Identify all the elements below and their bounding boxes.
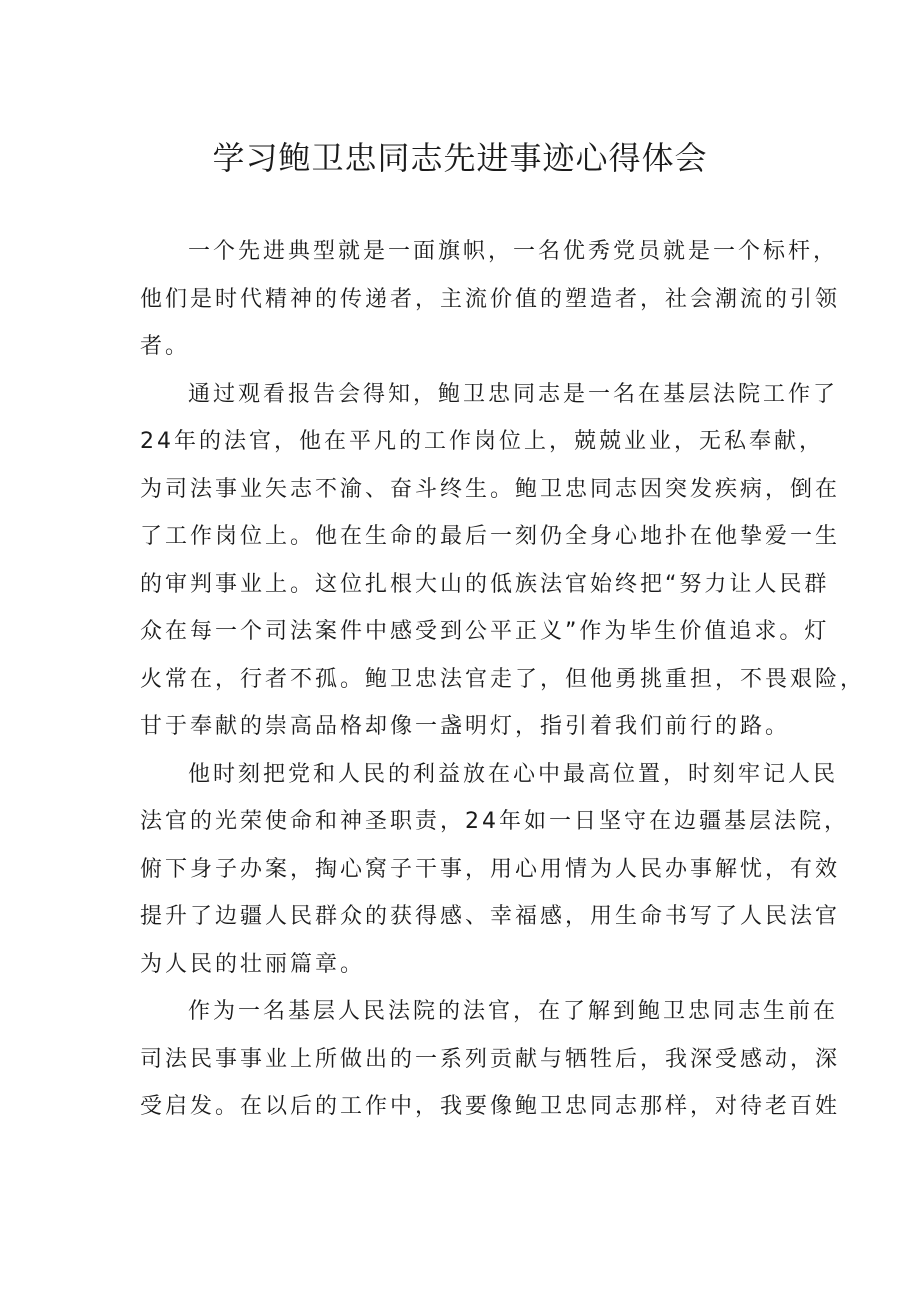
- paragraph: [140, 371, 866, 751]
- text-line: 通过观看报告会得知，鲍卫忠同志是一名在基层法院工作了: [188, 381, 839, 407]
- text-line: 俯下身子办案，掏心窝子干事，用心用情为人民办事解忧，有效: [140, 856, 841, 882]
- text-line: 法官的光荣使命和神圣职责，24年如一日坚守在边疆基层法院，: [140, 809, 849, 834]
- text-line: 了工作岗位上。他在生命的最后一刻仍全身心地扑在他挚爱一生: [140, 524, 841, 549]
- text-line: 众在每一个司法案件中感受到公平正义”作为毕生价值追求。灯: [140, 619, 830, 644]
- text-line: 甘于奉献的崇高品格却像一盏明灯，指引着我们前行的路。: [140, 714, 791, 739]
- document-title: 学习鲍卫忠同志先进事迹心得体会: [212, 139, 708, 177]
- text-line: 司法民事事业上所做出的一系列贡献与牺牲后，我深受感动，深: [140, 1046, 841, 1072]
- paragraph: [140, 988, 841, 1131]
- text-line: 一个先进典型就是一面旗帜，一名优秀党员就是一个标杆，: [188, 239, 839, 264]
- text-line: 作为一名基层人民法院的法官，在了解到鲍卫忠同志生前在: [188, 999, 839, 1024]
- text-line: 提升了边疆人民群众的获得感、幸福感，用生命书写了人民法官: [140, 904, 841, 929]
- text-line: 24年的法官，他在平凡的工作岗位上，兢兢业业，无私奉献，: [140, 429, 824, 454]
- paragraph: [140, 228, 841, 371]
- text-line: 火常在，行者不孤。鲍卫忠法官走了，但他勇挑重担，不畏艰险，: [140, 666, 866, 692]
- text-line: 者。: [140, 334, 191, 359]
- document-body: [140, 228, 866, 1131]
- text-line: 为人民的壮丽篇章。: [140, 951, 366, 977]
- text-line: 受启发。在以后的工作中，我要像鲍卫忠同志那样，对待老百姓: [140, 1094, 841, 1119]
- text-line: 为司法事业矢志不渝、奋斗终生。鲍卫忠同志因突发疾病，倒在: [140, 476, 841, 502]
- text-line: 他们是时代精神的传递者，主流价值的塑造者，社会潮流的引领: [140, 286, 841, 312]
- text-line: 的审判事业上。这位扎根大山的低族法官始终把“努力让人民群: [140, 571, 830, 597]
- paragraph: [140, 751, 849, 989]
- text-line: 他时刻把党和人民的利益放在心中最高位置，时刻牢记人民: [188, 761, 839, 787]
